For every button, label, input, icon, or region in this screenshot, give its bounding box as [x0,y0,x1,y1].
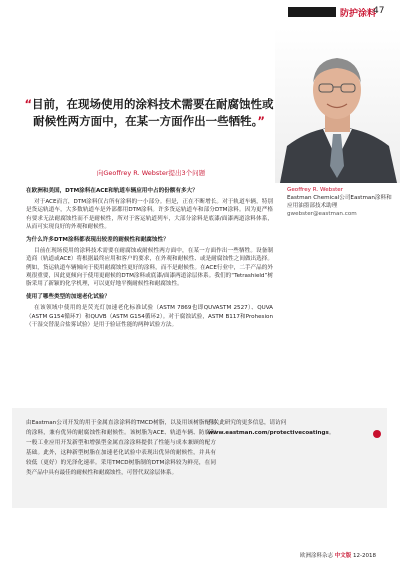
portrait-photo [275,28,400,183]
footer-edition: 中文版 [334,553,352,559]
article-body [26,182,273,332]
page-number: 47 [373,6,385,16]
caption-affiliation: Eastman Chemical公司Eastman涂料和应用油墨部技术助理 [287,195,392,209]
summary-text: 由Eastman公司开发的用于金属直涂涂料的TMCD树脂，以及用该树脂配制的涂料，兼有优异的耐腐蚀性和耐候性。该树脂为ACE、轨道车辆、防腐和一般工业应用开发新型和增强型金属直涂涂料提供了性能与成本兼顾的配方基础。此外，这种新型树脂在加速老化试验中表现出优异的耐候性，并具有较低（更好）的光泽化速率。采用TMCD树脂制的DTM涂料较为鲜亮，在同类产品中具有最佳的耐候性和耐腐蚀性，可替代双涂层体系。 [26,420,216,476]
question-2: 为什么许多DTM涂料都表现出较差的耐候性和耐腐蚀性？ [26,237,169,244]
answer-2: 目前在现场使用的涂料技术需要在耐腐蚀或耐候性两方面中，在某一方面作出一些牺牲。设备制造商（轨道或ACE）将根据最终应用和客户的要求，在外观和耐候性、或是耐腐蚀性之间做出选择。例如，货运轨道车辆倾向于使用耐腐蚀性更好的涂料，而不是耐候性。在ACE行业中，二手产品的外观很重要，因此更倾向于使用更耐候的DTM涂料或底漆/面漆两道涂层体系。我们的“Tetrashield”树脂采用了新颖的化学机理，可以更好地平衡耐候性和耐腐蚀性。 [26,248,273,288]
footer [300,551,376,559]
footer-journal: 欧洲涂料杂志 [300,553,334,559]
more-info [208,418,388,438]
answer-1: 对于ACE而言，DTM涂料仅占所有涂料的一小部分。但是，正在不断增长。对于轨道车辆，特别是货运轨道车，大多数轨道车是外部都用DTM涂料。许多货运轨道车和部分DTM涂料。因为更严格有要求无法耐腐蚀性而不是耐候性，所对于客运轨道列车，大部分涂料是底漆/面漆两道涂料体系，从而可实现良好的外观和耐候性。 [26,199,273,230]
close-quote-mark: ” [257,114,265,128]
section-title: 防护涂料 [340,9,377,19]
pull-quote-text: 目前，在现场使用的涂料技术需要在耐腐蚀性或耐候性两方面中，在某一方面作出一些牺牲。 [32,97,274,128]
questions-header: 向Geoffrey R. Webster提出3个问题 [96,169,206,177]
question-3: 使用了哪些类型的加速老化试验？ [26,294,110,301]
answer-3: 在该领域中使用的是荧光灯加速老化标准试验（ASTM 7869也即QUVASTM 2527）、QUVA（ASTM G154循环7）和QUVB（ASTM G154循环2）。对于腐蚀试验，ASTM B117和Prohesion（干湿交替混合盐雾试验）是用于验证性能的两种试验方法。 [26,305,273,328]
caption-email[interactable]: gwebster@eastman.com [287,211,357,217]
footer-issue: 12-2018 [353,553,377,559]
more-info-text: 有关此研究的更多信息，请访问 [208,420,287,426]
caption-name: Geoffrey R. Webster [287,187,344,193]
more-info-end: 。 [328,430,335,436]
portrait-illustration [275,28,400,183]
end-of-article-icon [373,430,381,438]
pull-quote [24,96,274,130]
open-quote-mark: “ [24,97,33,111]
more-info-link[interactable]: www.eastman.com/protectivecoatings [208,430,329,436]
photo-caption [287,186,397,218]
question-1: 在欧洲和美国，DTM涂料在ACE和轨道车辆应用中占的份额有多大？ [26,188,198,194]
header-bar [288,7,336,17]
